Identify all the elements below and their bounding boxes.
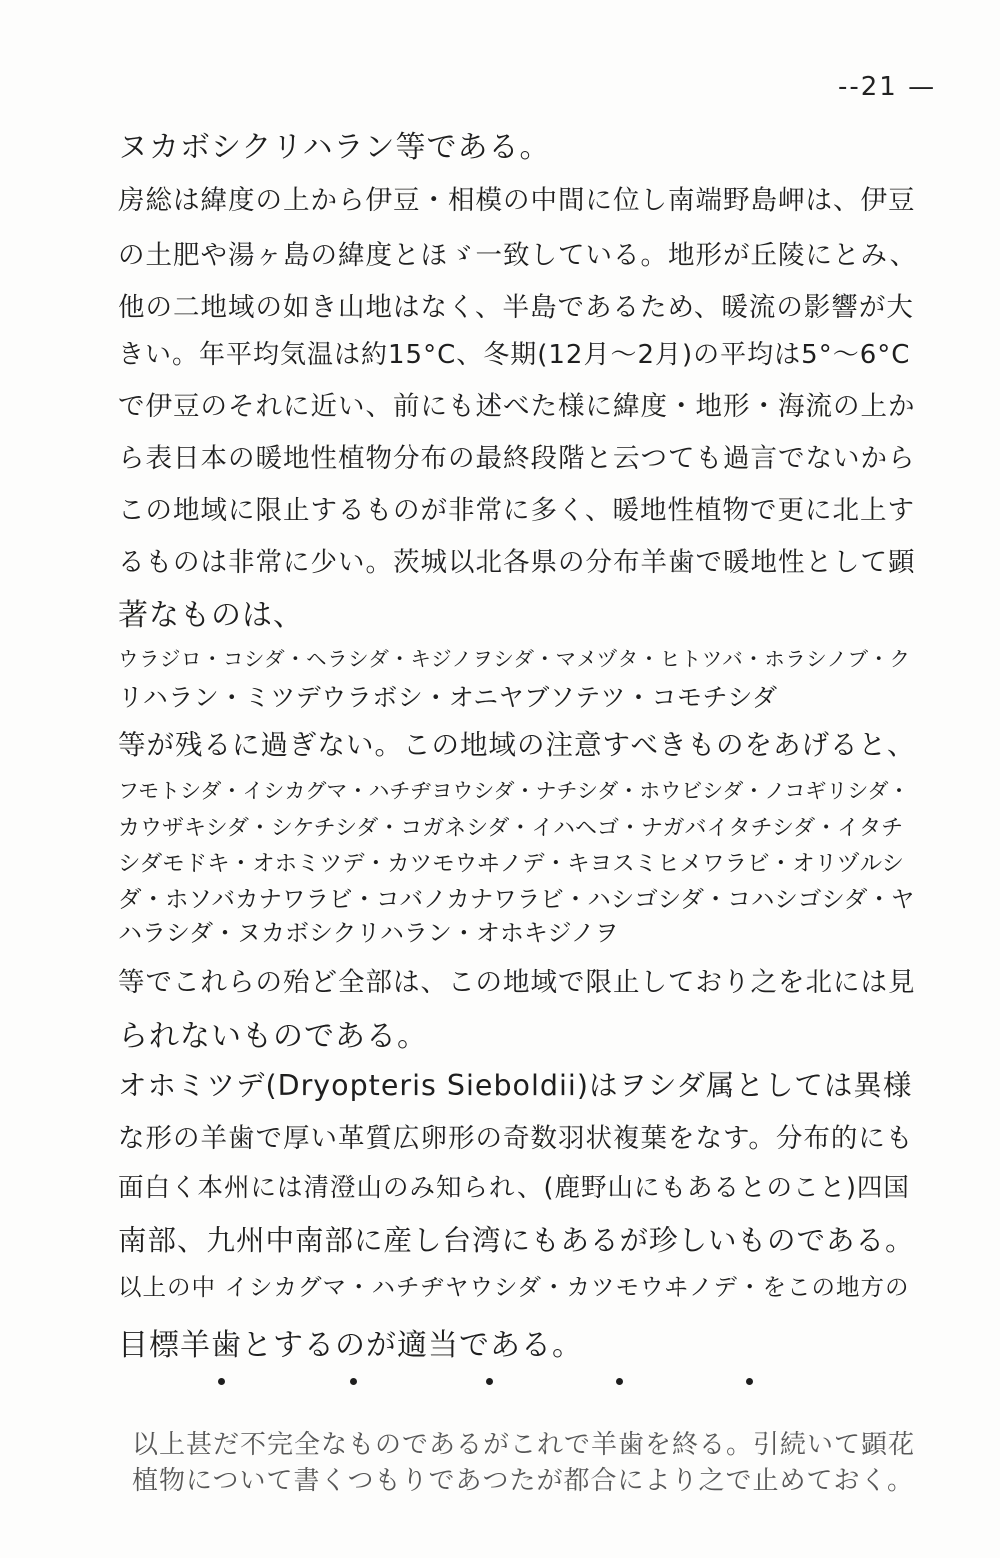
species-list-line: ハラシダ・ヌカボシクリハラン・オホキジノヲ <box>118 919 619 947</box>
species-list-line: ダ・ホソバカナワラビ・コバノカナワラビ・ハシゴシダ・コハシゴシダ・ヤ <box>118 885 915 913</box>
text-line: の土肥や湯ヶ島の緯度とほゞ一致している。地形が丘陵にとみ、 <box>118 240 918 271</box>
text-line: 以上の中 イシカグマ・ハチヂヤウシダ・カツモウヰノデ・をこの地方の <box>118 1273 910 1301</box>
separator-dot <box>746 1378 753 1385</box>
text-line: 等でこれらの殆ど全部は、この地域で限止しており之を北には見 <box>118 967 916 998</box>
text-line: 他の二地域の如き山地はなく、半島であるため、暖流の影響が大 <box>118 292 914 323</box>
section-separator <box>200 1372 800 1392</box>
species-list-line: シダモドキ・オホミツデ・カツモウヰノデ・キヨスミヒメワラビ・オリヅルシ <box>118 851 905 877</box>
text-line: られないものである。 <box>118 1019 428 1054</box>
text-line: きい。年平均気温は約15°C、冬期(12月～2月)の平均は5°～6°C <box>118 340 911 370</box>
page-number: --21 — <box>838 72 937 102</box>
text-line: ヌカボシクリハラン等である。 <box>118 130 551 165</box>
text-line: るものは非常に少い。茨城以北各県の分布羊歯で暖地性として顕 <box>118 547 916 578</box>
text-line: 房総は緯度の上から伊豆・相模の中間に位し南端野島岬は、伊豆 <box>118 185 916 216</box>
text-line: で伊豆のそれに近い、前にも述べた様に緯度・地形・海流の上か <box>118 391 916 422</box>
separator-dot <box>486 1378 493 1385</box>
text-line: この地域に限止するものが非常に多く、暖地性植物で更に北上す <box>118 495 915 526</box>
closing-line: 以上甚だ不完全なものであるがこれで羊歯を終る。引続いて顕花 <box>132 1430 916 1460</box>
text-line: ら表日本の暖地性植物分布の最終段階と云つても過言でないから <box>118 443 916 474</box>
text-line: 面白く本州には清澄山のみ知られ、(鹿野山にもあるとのこと)四国 <box>118 1173 910 1203</box>
species-list-line: カウザキシダ・シケチシダ・コガネシダ・イハヘゴ・ナガバイタチシダ・イタチ <box>118 816 904 841</box>
separator-dot <box>616 1378 623 1385</box>
text-line: 等が残るに過ぎない。この地域の注意すべきものをあげると、 <box>118 729 916 761</box>
closing-line: 植物について書くつもりであつたが都合により之で止めておく。 <box>132 1466 914 1496</box>
text-line: な形の羊歯で厚い革質広卵形の奇数羽状複葉をなす。分布的にも <box>118 1123 914 1154</box>
text-line: 南部、九州中南部に産し台湾にもあるが珍しいものである。 <box>118 1224 915 1257</box>
separator-dot <box>350 1378 357 1385</box>
species-list-line: ウラジロ・コシダ・ヘラシダ・キジノヲシダ・マメヅタ・ヒトツバ・ホラシノブ・ク <box>118 647 911 671</box>
text-line: 目標羊歯とするのが適当である。 <box>118 1328 583 1363</box>
text-line: 著なものは、 <box>118 598 304 633</box>
text-line: オホミツデ(Dryopteris Sieboldii)はヲシダ属としては異様 <box>118 1069 913 1102</box>
separator-dot <box>218 1378 225 1385</box>
species-list-line: フモトシダ・イシカグマ・ハチヂヨウシダ・ナチシダ・ホウビシダ・ノコギリシダ・ <box>118 779 910 803</box>
species-list-line: リハラン・ミツデウラボシ・オニヤブソテツ・コモチシダ <box>118 683 778 712</box>
